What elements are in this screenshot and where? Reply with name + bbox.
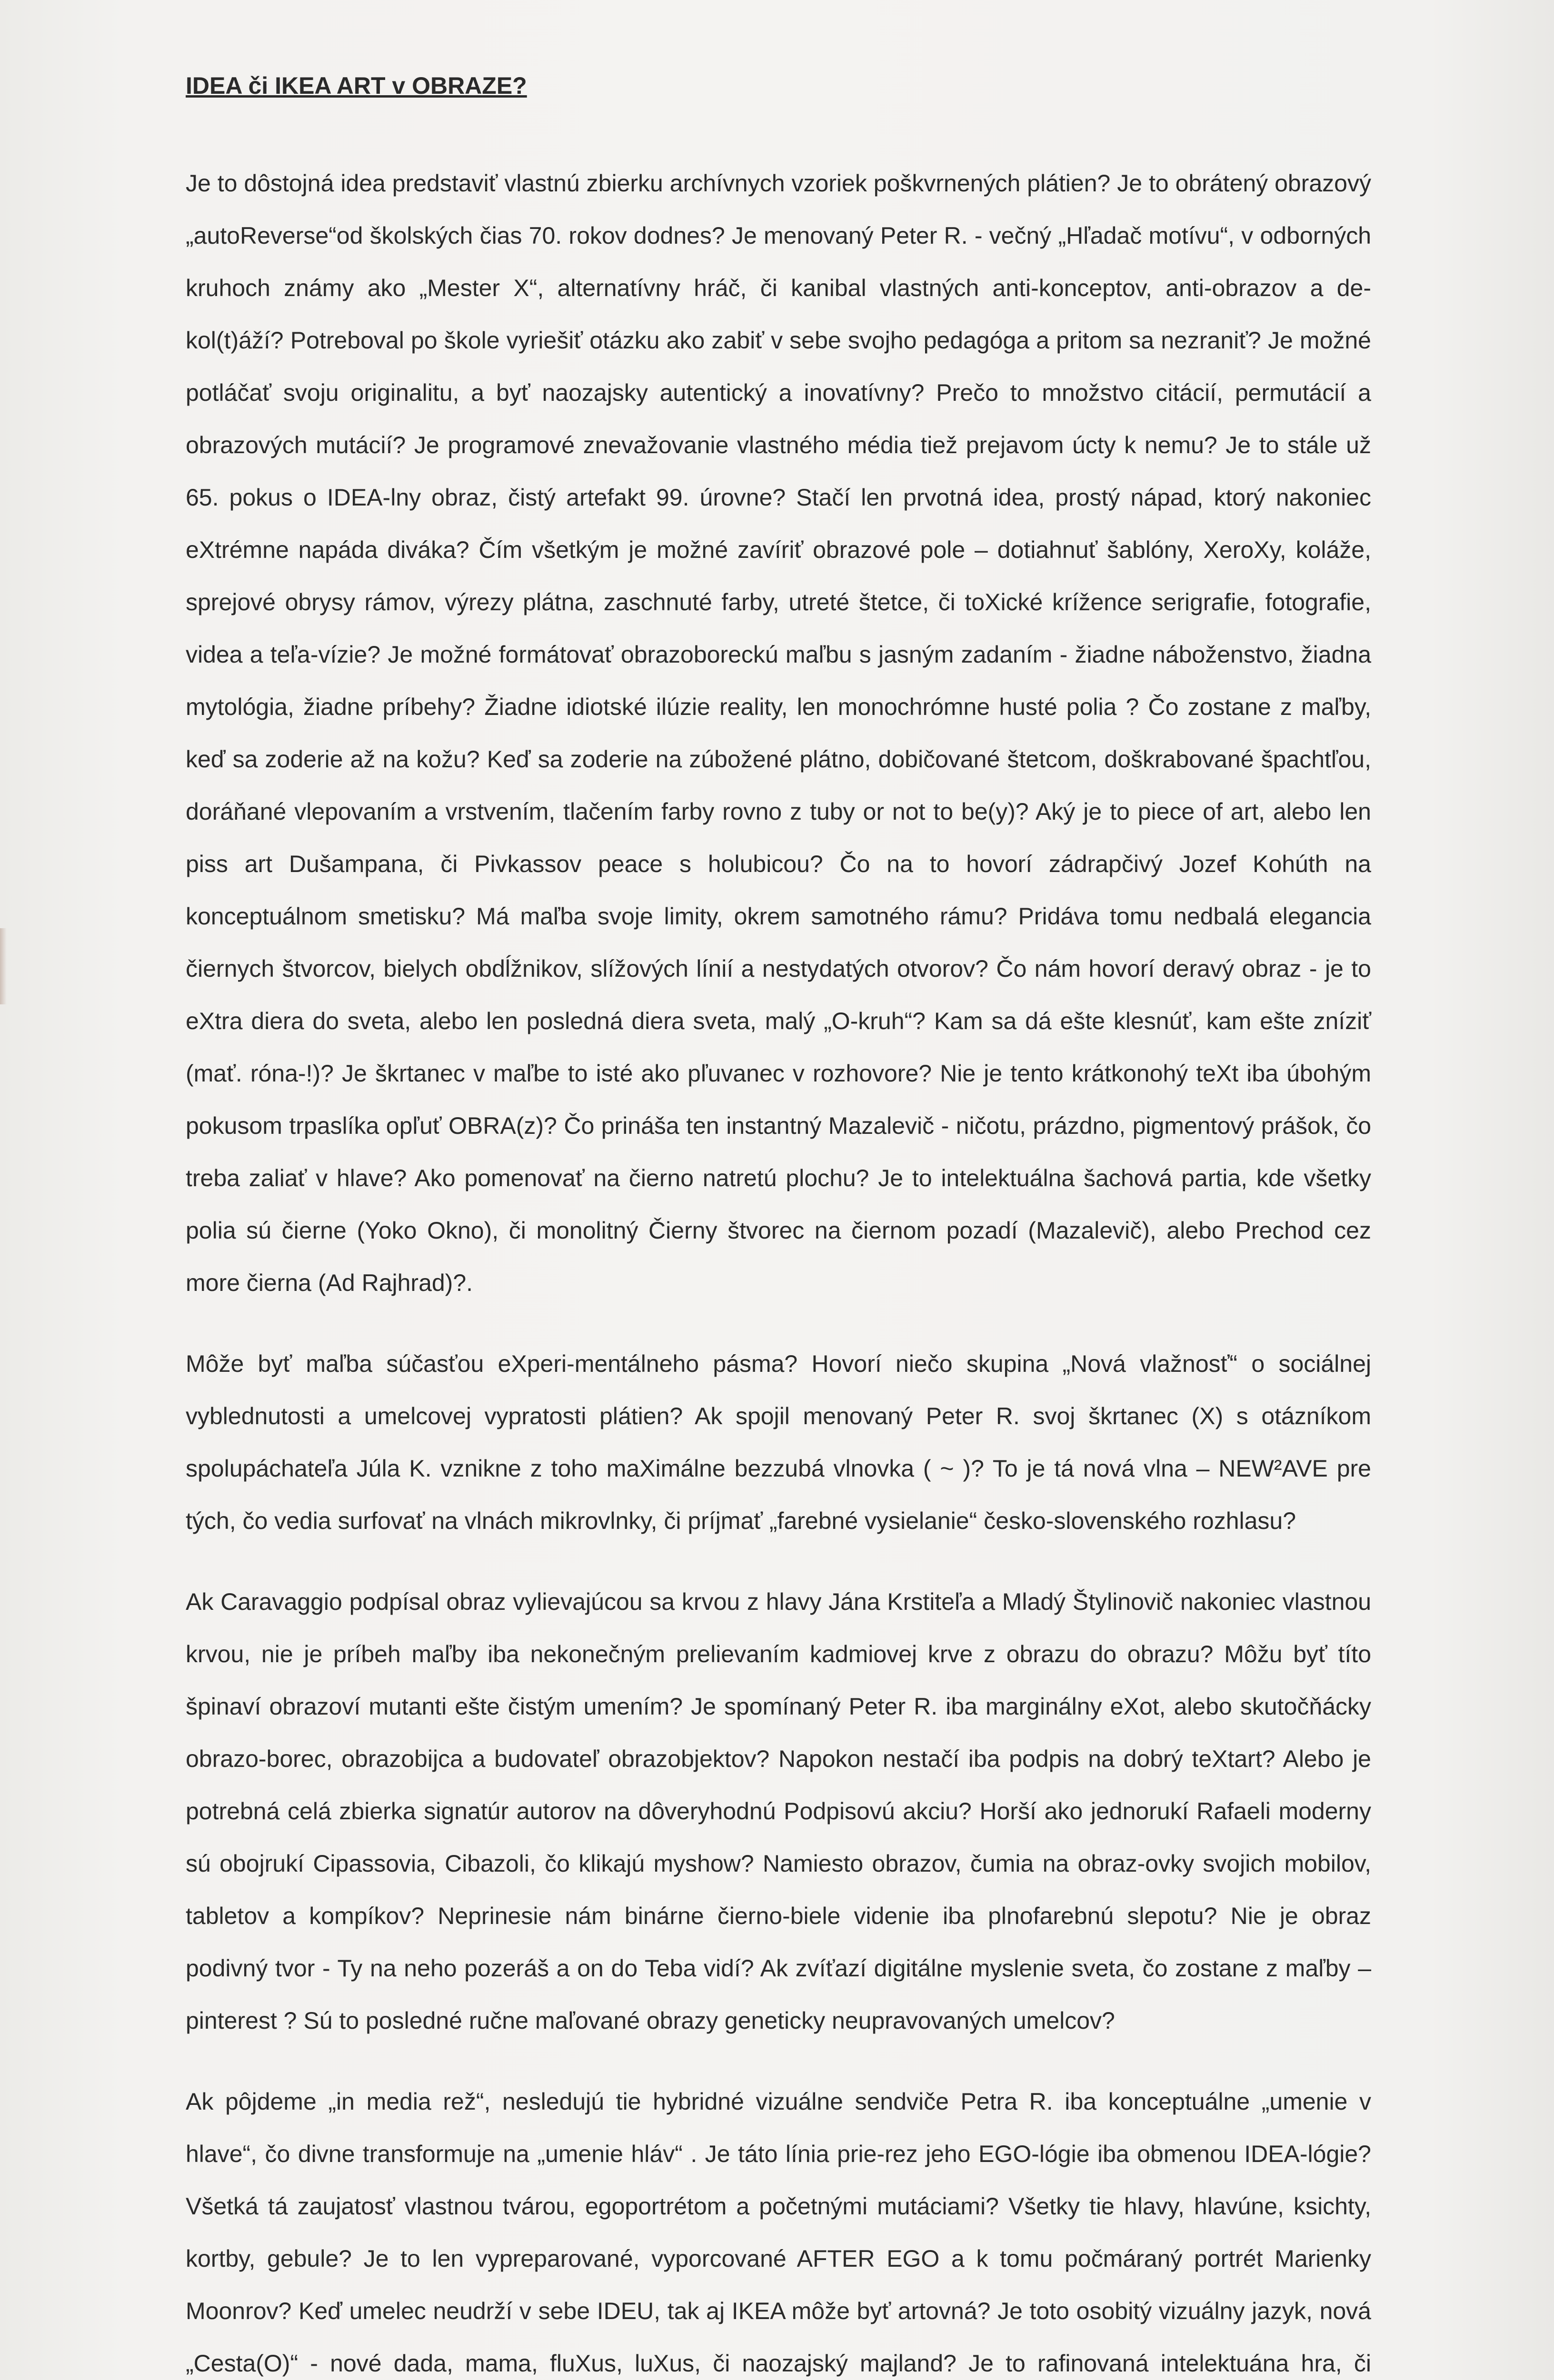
paragraph-3: Ak Caravaggio podpísal obraz vylievajúcou sa krvou z hlavy Jána Krstiteľa a Mladý Štylinovič nakoniec vlastnou krvou, nie je príbeh maľby iba nekonečným prelievaním kadmiovej krve z obrazu do obrazu? Môžu byť títo špinaví obrazoví mutanti ešte čistým umením? Je spomínaný Peter R. iba marginálny eXot, alebo skutočňácky obrazo-borec, obrazobijca a budovateľ obrazobjektov? Napokon nestačí iba podpis na dobrý teXtart? Alebo je potrebná celá zbierka signatúr autorov na dôveryhodnú Podpisovú akciu? Horší ako jednorukí Rafaeli moderny sú obojrukí Cipassovia, Cibazoli, čo klikajú myshow? Namiesto obrazov, čumia na obraz-ovky svojich mobilov, tabletov a kompíkov? Neprinesie nám binárne čierno-biele videnie iba plnofarebnú slepotu? Nie je obraz podivný tvor - Ty na neho pozeráš a on do Teba vidí? Ak zvíťazí digitálne myslenie sveta, čo zostane z maľby – pinterest ? Sú to posledné ručne maľované obrazy geneticky neupravovaných umelcov? [186,1588,1371,2034]
paragraph-4: Ak pôjdeme „in media rež“, nesledujú tie hybridné vizuálne sendviče Petra R. iba konceptuálne „umenie v hlave“, čo divne transformuje na „umenie hláv“ . Je táto línia prie-rez jeho EGO-lógie iba obmenou IDEA-lógie? Všetká tá zaujatosť vlastnou tvárou, egoportrétom a početnými mutáciami? Všetky tie hlavy, hlavúne, ksichty, kortby, gebule? Je to len vypreparované, vyporcované AFTER EGO a k tomu počmáraný portrét Marienky Moonrov? Keď umelec neudrží v sebe IDEU, tak aj IKEA môže byť artovná? Je toto osobitý vizuálny jazyk, nová „Cesta(O)“ - nové dada, mama, fluXus, luXus, či naozajský majland? Je to rafinovaná intelektuána hra, či [186,2088,1371,2377]
edge-shadow [0,928,7,1004]
paragraph-2: Môže byť maľba súčasťou eXperi-mentálneho pásma? Hovorí niečo skupina „Nová vlažnosť“ o sociálnej vyblednutosti a umelcovej vypratosti plátien? Ak spojil menovaný Peter R. svoj škrtanec (X) s otázníkom spolupáchateľa Júla K. vznikne z toho maXimálne bezzubá vlnovka ( ~ )? To je tá nová vlna – NEW²AVE pre tých, čo vedia surfovať na vlnách mikrovlnky, či príjmať „farebné vysielanie“ česko-slovenského rozhlasu? [186,1350,1371,1534]
paragraph-1: Je to dôstojná idea predstaviť vlastnú zbierku archívnych vzoriek poškvrnených plátien? Je to obrátený obrazový „autoReverse“od školských čias 70. rokov dodnes? Je menovaný Peter R. - večný „Hľadač motívu“, v odborných kruhoch známy ako „Mester X“, alternatívny hráč, či kanibal vlastných anti-konceptov, anti-obrazov a de-kol(t)áží? Potreboval po škole vyriešiť otázku ako zabiť v sebe svojho pedagóga a pritom sa nezraniť? Je možné potláčať svoju originalitu, a byť naozajsky autentický a inovatívny? Prečo to množstvo citácií, permutácií a obrazových mutácií? Je programové znevažovanie vlastného média tiež prejavom úcty k nemu? Je to stále už 65. pokus o IDEA-lny obraz, čistý artefakt 99. úrovne? Stačí len prvotná idea, prostý nápad, ktorý nakoniec eXtrémne napáda diváka? Čím všetkým je možné zavíriť obrazové pole – dotiahnuť šablóny, XeroXy, koláže, sprejové obrysy rámov, výrezy plátna, zaschnuté farby, utreté štetce, či toXické krížence serigrafie, fotografie, videa a teľa-vízie? Je možné formátovať obrazoboreckú maľbu s jasným zadaním - žiadne náboženstvo, žiadna mytológia, žiadne príbehy? Žiadne idiotské ilúzie reality, len monochrómne husté polia ? Čo zostane z maľby, keď sa zoderie až na kožu? Keď sa zoderie na zúbožené plátno, dobičované štetcom, doškrabované špachtľou, doráňané vlepovaním a vrstvením, tlačením farby rovno z tuby or not to be(y)? Aký je to piece of art, alebo len piss art Dušampana, či Pivkassov peace s holubicou? Čo na to hovorí zádrapčivý Jozef Kohúth na konceptuálnom smetisku? Má maľba svoje limity, okrem samotného rámu? Pridáva tomu nedbalá elegancia čiernych štvorcov, bielych obdĺžnikov, slížových línií a nestydatých otvorov? Čo nám hovorí deravý obraz - je to eXtra diera do sveta, alebo len posledná diera sveta, malý „O-kruh“? Kam sa dá ešte klesnúť, kam ešte zníziť (mať. róna-!)? Je škrtanec v maľbe to isté ako pľuvanec v rozhovore? Nie je tento krátkonohý teXt iba úbohým pokusom trpaslíka opľuť OBRA(z)? Čo prináša ten instantný Mazalevič - ničotu, prázdno, pigmentový prášok, čo treba zaliať v hlave? Ako pomenovať na čierno natretú plochu? Je to intelektuálna šachová partia, kde všetky polia sú čierne (Yoko Okno), či monolitný Čierny štvorec na čiernom pozadí (Mazalevič), alebo Prechod cez more čierna (Ad Rajhrad)?. [186,170,1371,1296]
document-title: IDEA či IKEA ART v OBRAZE? [186,72,527,99]
document-body [186,71,1371,2380]
